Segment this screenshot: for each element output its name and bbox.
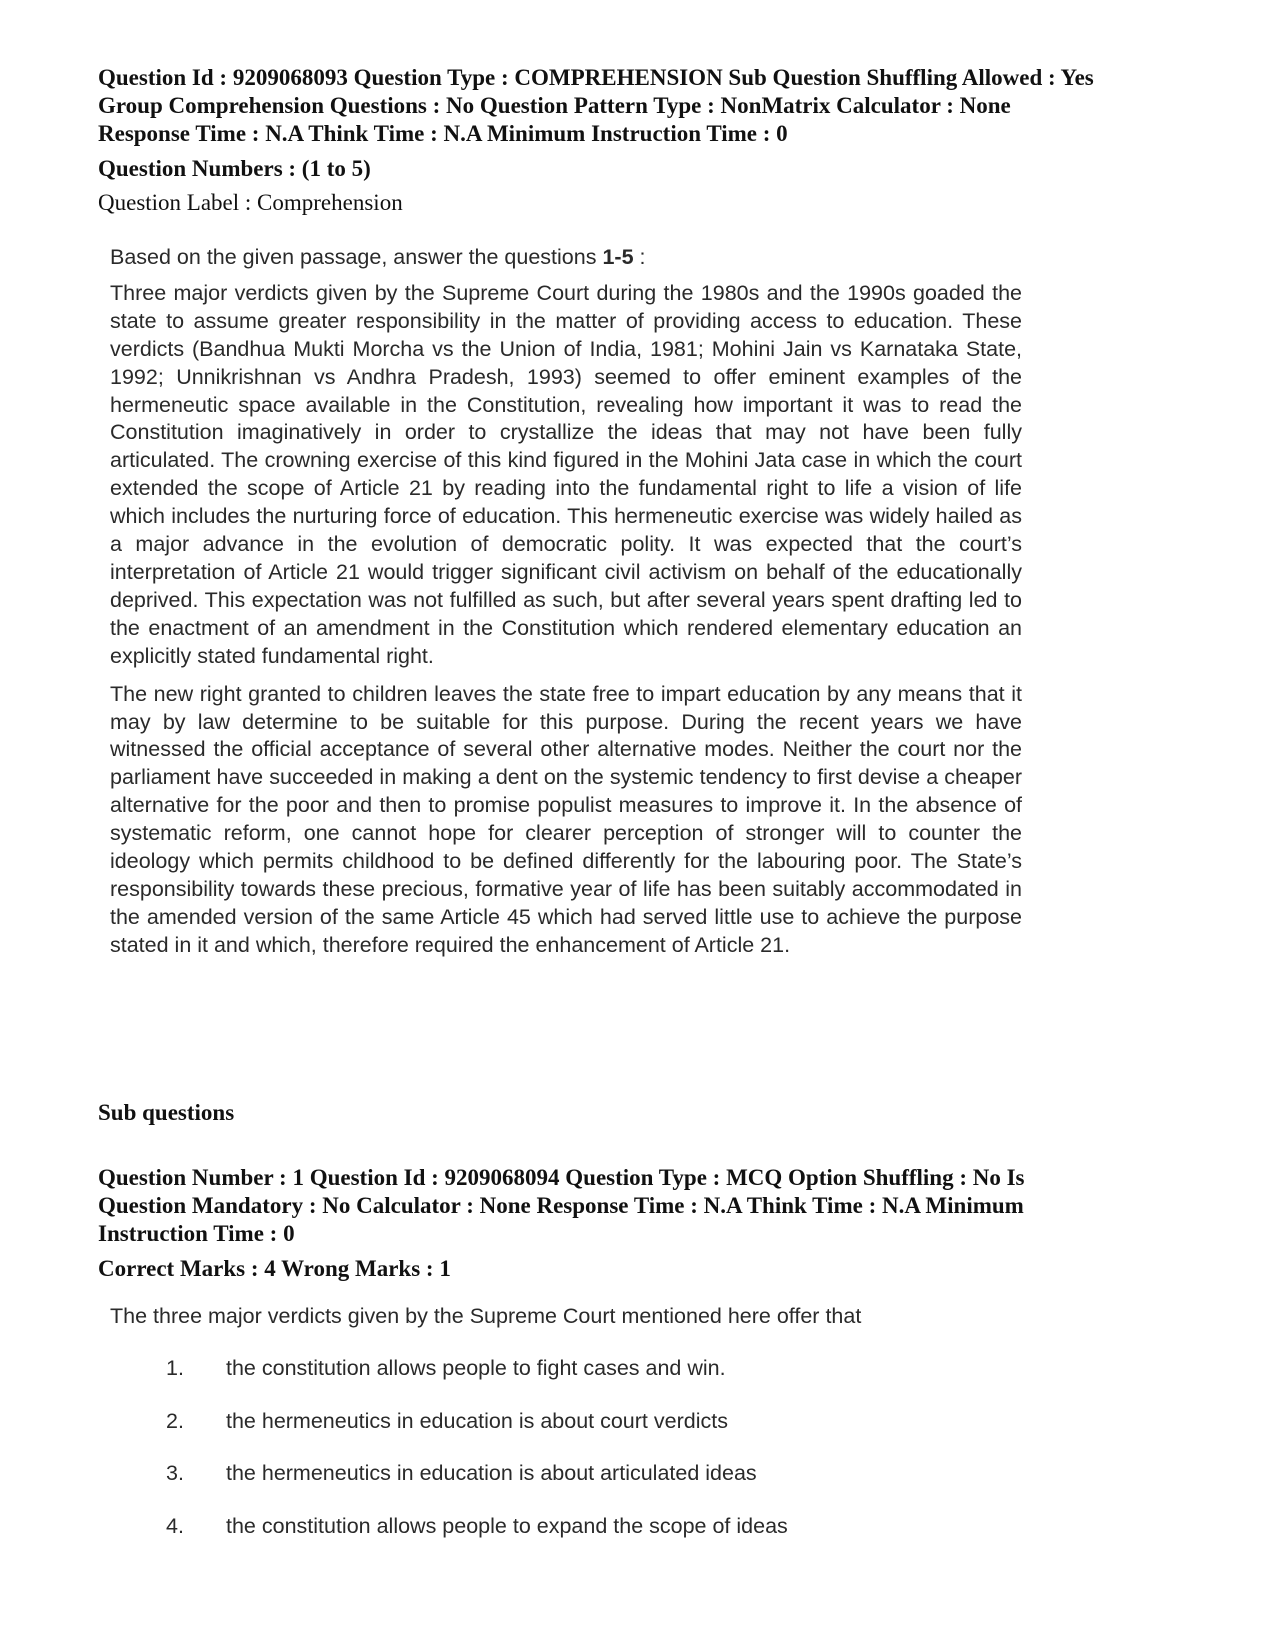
option-number: 3. xyxy=(166,1461,184,1485)
passage-intro-text: Based on the given passage, answer the questions xyxy=(110,245,603,269)
question-marks: Correct Marks : 4 Wrong Marks : 1 xyxy=(98,1256,451,1281)
passage xyxy=(110,244,1022,970)
option-text: the constitution allows people to expand the scope of ideas xyxy=(226,1513,788,1538)
question-label: Question Label : Comprehension xyxy=(98,190,403,215)
passage-paragraph: The new right granted to children leaves the state free to impart education by any means that it may by law determine to be suitable for this purpose. During the recent years we have witnessed the official acceptance of several other alternative modes. Neither the court nor the parliament have succeeded in making a dent on the systemic tendency to first devise a cheaper alternative for the poor and then to promise populist measures to improve it. In the absence of systematic reform, one cannot hope for clearer perception of stronger will to counter the ideology which permits childhood to be defined differently for the labouring poor. The State’s responsibility towards these precious, formative year of life has been suitably accommodated in the amended version of the same Article 45 which had served little use to achieve the purpose stated in it and which, therefore required the enhancement of Article 21. xyxy=(110,681,1022,957)
option-2 xyxy=(166,1409,788,1462)
meta-line: Question Id : 9209068093 Question Type : COMPREHENSION Sub Question Shuffling Allowed : Yes xyxy=(98,65,1094,90)
option-number: 2. xyxy=(166,1408,184,1433)
question-meta-line: Question Number : 1 Question Id : 9209068094 Question Type : MCQ Option Shuffling : No Is xyxy=(98,1165,1025,1190)
option-number: 4. xyxy=(166,1513,184,1538)
option-number: 1. xyxy=(166,1356,184,1380)
option-4 xyxy=(166,1514,788,1567)
option-text: the constitution allows people to fight cases and win. xyxy=(226,1356,726,1380)
question-stem: The three major verdicts given by the Supreme Court mentioned here offer that xyxy=(110,1304,862,1328)
option-3 xyxy=(166,1461,788,1514)
passage-intro-colon: : xyxy=(633,245,646,269)
question-numbers: Question Numbers : (1 to 5) xyxy=(98,156,371,181)
question-meta-line: Instruction Time : 0 xyxy=(98,1221,295,1246)
option-text: the hermeneutics in education is about articulated ideas xyxy=(226,1461,757,1485)
option-text: the hermeneutics in education is about court verdicts xyxy=(226,1408,728,1433)
meta-line: Response Time : N.A Think Time : N.A Minimum Instruction Time : 0 xyxy=(98,121,788,146)
passage-intro-range: 1-5 xyxy=(602,245,634,269)
question-meta xyxy=(98,1164,1198,1248)
sub-questions-heading: Sub questions xyxy=(98,1100,235,1125)
passage-intro xyxy=(110,244,1022,272)
option-list xyxy=(166,1356,788,1566)
question-meta-line: Question Mandatory : No Calculator : None Response Time : N.A Think Time : N.A Minimum xyxy=(98,1193,1024,1218)
passage-paragraph: Three major verdicts given by the Supreme Court during the 1980s and the 1990s goaded the state to assume greater responsibility in the matter of providing access to education. These verdicts (Bandhua Mukti Morcha vs the Union of India, 1981; Mohini Jain vs Karnataka State, 1992; Unnikrishnan vs Andhra Pradesh, 1993) seemed to offer eminent examples of the hermeneutic space available in the Constitution, revealing how important it was to read the Constitution imaginatively in order to crystallize the ideas that may not have been fully articulated. The crowning exercise of this kind figured in the Mohini Jata case in which the court extended the scope of Article 21 by reading into the fundamental right to life a vision of life which includes the nurturing force of education. This hermeneutic exercise was widely hailed as a major advance in the evolution of democratic polity. It was expected that the court’s interpretation of Article 21 would trigger significant civil activism on behalf of the educationally deprived. This expectation was not fulfilled as such, but after several years spent drafting led to the enactment of an amendment in the Constitution which rendered elementary education an explicitly stated fundamental right. xyxy=(110,280,1022,668)
comprehension-meta xyxy=(98,64,1198,148)
meta-line: Group Comprehension Questions : No Question Pattern Type : NonMatrix Calculator : None xyxy=(98,93,1011,118)
option-1 xyxy=(166,1356,788,1409)
